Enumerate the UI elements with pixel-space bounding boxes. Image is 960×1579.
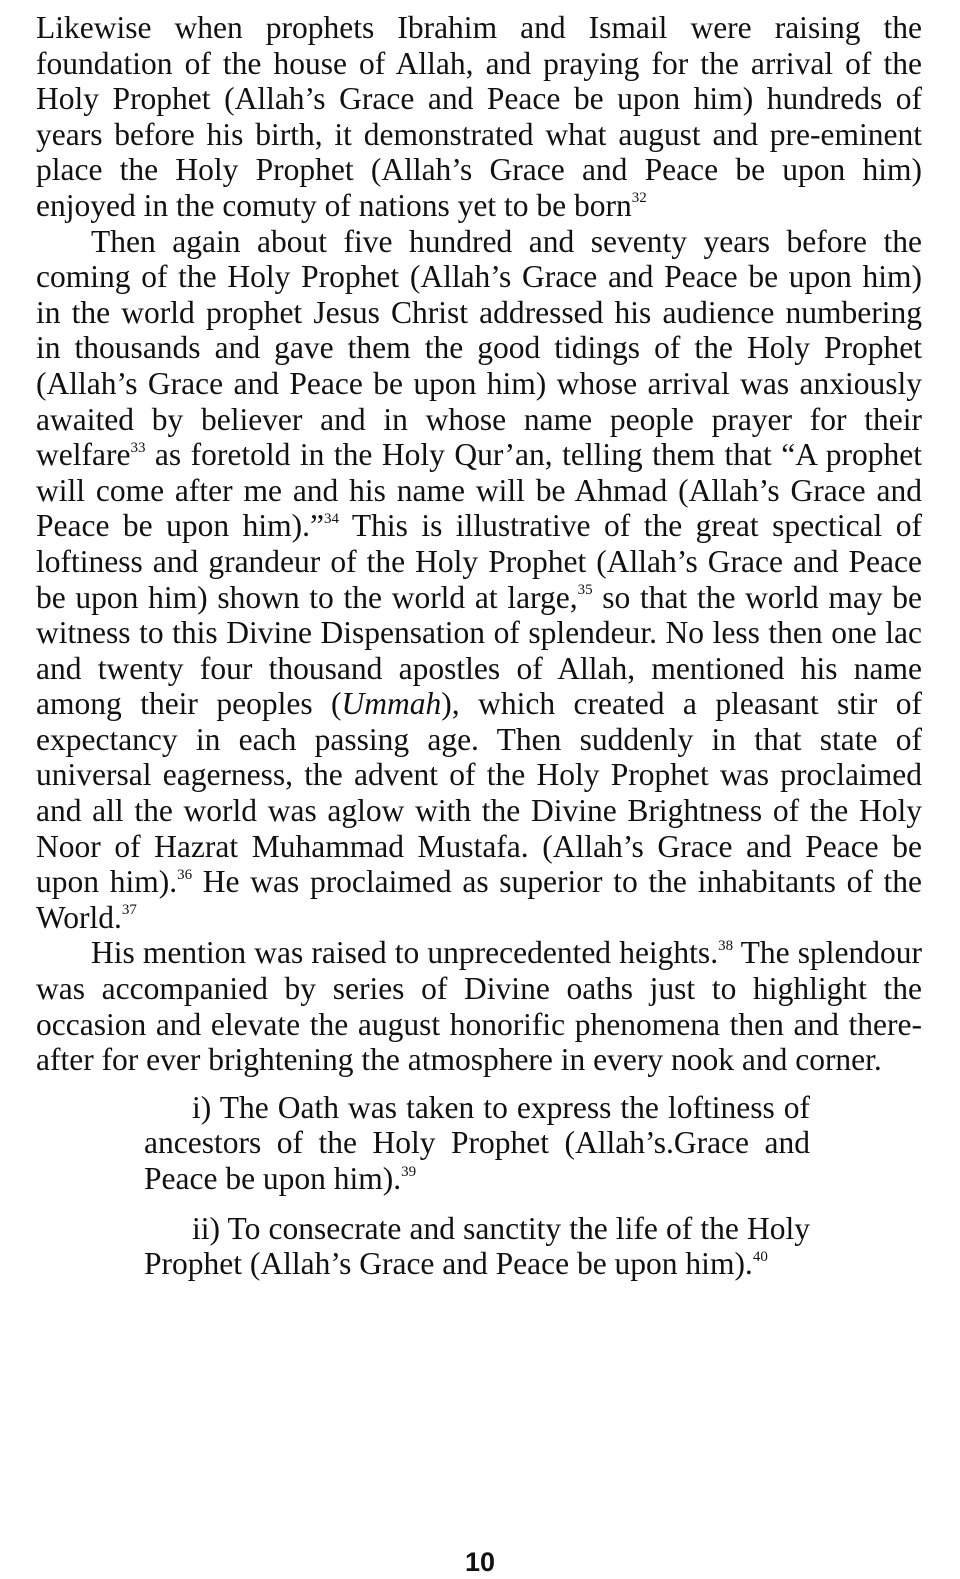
footnote-ref-39: 39: [401, 1163, 417, 1180]
paragraph-2-text-c: This is illustrative of the great spectical of loftiness and grandeur of the Holy Prophet (Allah’s Grace and Peace be upon him) shown to the world at large,: [36, 508, 922, 615]
paragraph-3: [36, 935, 922, 1077]
paragraph-2-text-d: so that the world may be witness to this Divine Dispensation of splendeur. No less then one lac and twenty four thousand apostles of Allah, mentioned his name among their peoples (: [36, 579, 922, 722]
page-number: 10: [464, 1547, 496, 1577]
paragraph-2-text-a: Then again about five hundred and seventy years before the coming of the Holy Prophet (Allah’s Grace and Peace be upon him) in the world prophet Jesus Christ addressed his audience numbering in thousands and gave them the good tidings of the Holy Prophet (Allah’s Grace and Peace be upon him) whose arrival was anxiously awaited by believer and in whose name people prayer for their welfare: [36, 223, 922, 473]
oath-item-i-text: i) The Oath was taken to express the loftiness of ancestors of the Holy Prophet (Allah’s.Grace and Peace be upon him).: [144, 1089, 810, 1196]
oath-list: [36, 1090, 922, 1282]
ummah-term: Ummah: [341, 686, 442, 722]
footnote-ref-40: 40: [752, 1248, 768, 1265]
paragraph-1: [36, 10, 922, 224]
oath-item-i: [144, 1090, 810, 1197]
paragraph-2-text-b: as foretold in the Holy Qur’an, telling them that “A prophet will come after me and his name will be Ahmad (Allah’s Grace and Peace be upon him).”: [36, 437, 922, 544]
footnote-ref-35: 35: [577, 582, 593, 598]
paragraph-2-text-e: ), which created a pleasant stir of expectancy in each passing age. Then suddenly in that state of universal eagerness, the advent of the Holy Prophet was proclaimed and all the world was aglow with the Divine Brightness of the Holy Noor of Hazrat Muhammad Mustafa. (Allah’s Grace and Peace be upon him).: [36, 686, 922, 900]
footnote-ref-36: 36: [177, 866, 193, 883]
footnote-ref-38: 38: [718, 937, 734, 954]
paragraph-3-text-b: The splendour was accompanied by series of Divine oaths just to highlight the occasion and elevate the august honorific phenomena then and there-after for ever brightening the atmosphere in every nook and corner.: [36, 935, 922, 1078]
paragraph-3-text-a: His mention was raised to unprecedented heights.: [91, 935, 719, 971]
paragraph-1-text: Likewise when prophets Ibrahim and Ismail were raising the foundation of the house of Allah, and praying for the arrival of the Holy Prophet (Allah’s Grace and Peace be upon him) hundreds of years before his birth, it demonstrated what august and pre-eminent place the Holy Prophet (Allah’s Grace and Peace be upon him) enjoyed in the comuty of nations yet to be born: [36, 10, 922, 223]
footnote-ref-32: 32: [631, 190, 647, 207]
footnote-ref-33: 33: [130, 439, 146, 456]
page-body: [36, 10, 922, 1296]
oath-item-ii: [144, 1211, 810, 1282]
paragraph-2: [36, 224, 922, 936]
footnote-ref-34: 34: [323, 510, 339, 527]
oath-item-ii-text: ii) To consecrate and sanctity the life of the Holy Prophet (Allah’s Grace and Peace be upon him).: [144, 1210, 810, 1282]
paragraph-2-text-f: He was proclaimed as superior to the inhabitants of the World.: [36, 864, 922, 935]
footnote-ref-37: 37: [121, 902, 137, 919]
